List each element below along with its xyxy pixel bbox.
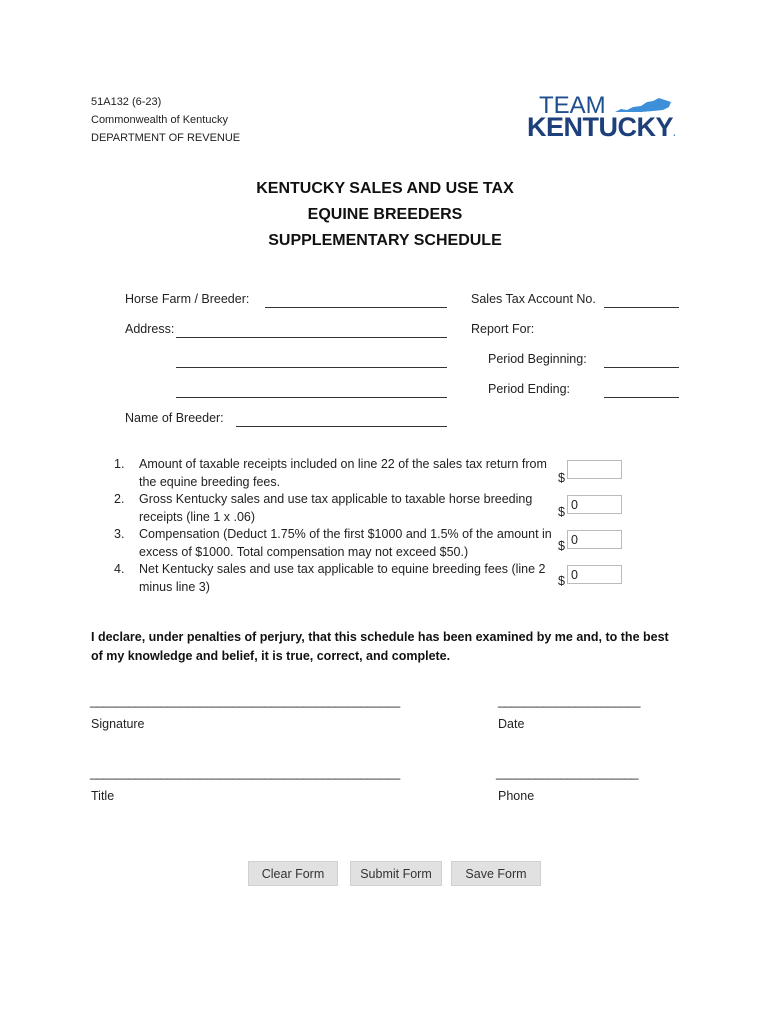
address-field-3[interactable] xyxy=(176,397,447,398)
date-label: Date xyxy=(498,717,525,731)
item-text: Gross Kentucky sales and use tax applicable to taxable horse breeding receipts (line 1 x .06) xyxy=(139,492,533,524)
team-kentucky-logo xyxy=(525,92,685,142)
item-text: Compensation (Deduct 1.75% of the first $1000 and 1.5% of the amount in excess of $1000. Total compensation may not exceed $50.) xyxy=(139,527,552,559)
title-label: Title xyxy=(91,789,115,803)
period-ending-field[interactable] xyxy=(604,397,679,398)
line-1-amount-input[interactable] xyxy=(567,460,622,479)
clear-form-button[interactable]: Clear Form xyxy=(248,861,338,886)
list-item: 4. Net Kentucky sales and use tax applicable to equine breeding fees (line 2 minus line 3) xyxy=(114,562,546,594)
logo-kentucky-text: KENTUCKY. xyxy=(527,112,676,142)
report-for-label: Report For: xyxy=(471,322,535,336)
period-beginning-field[interactable] xyxy=(604,367,679,368)
list-item: 2. Gross Kentucky sales and use tax applicable to taxable horse breeding receipts (line 1 x .06) xyxy=(114,492,533,524)
address-field-2[interactable] xyxy=(176,367,447,368)
horse-farm-label: Horse Farm / Breeder: xyxy=(125,292,250,306)
item-text: Amount of taxable receipts included on line 22 of the sales tax return from the equine breeding fees. xyxy=(139,457,547,489)
period-beginning-label: Period Beginning: xyxy=(488,352,587,366)
title-line[interactable]: ________________________________________________ xyxy=(90,766,400,780)
title-line-1: KENTUCKY SALES AND USE TAX xyxy=(256,180,514,197)
address-label: Address: xyxy=(125,322,175,336)
signature-label: Signature xyxy=(91,717,145,731)
address-field-1[interactable] xyxy=(176,337,447,338)
perjury-declaration: I declare, under penalties of perjury, that this schedule has been examined by me and, to the best of my knowledge and belief, it is true, correct, and complete. xyxy=(91,630,669,663)
form-number: 51A132 (6-23) xyxy=(91,96,162,108)
dollar-sign: $ xyxy=(558,471,565,485)
period-ending-label: Period Ending: xyxy=(488,382,571,396)
sales-tax-account-field[interactable] xyxy=(604,307,679,308)
submit-form-button[interactable]: Submit Form xyxy=(350,861,442,886)
signature-line[interactable]: ________________________________________________ xyxy=(90,694,400,708)
schedule-items-list xyxy=(114,456,554,596)
item-text: Net Kentucky sales and use tax applicable to equine breeding fees (line 2 minus line 3) xyxy=(139,562,546,594)
commonwealth-label: Commonwealth of Kentucky xyxy=(91,114,228,126)
line-2-amount-input[interactable]: 0 xyxy=(567,495,622,514)
sales-tax-account-label: Sales Tax Account No. xyxy=(471,292,596,306)
name-of-breeder-label: Name of Breeder: xyxy=(125,411,224,425)
list-item: 1. Amount of taxable receipts included on line 22 of the sales tax return from the equine breeding fees. xyxy=(114,457,547,489)
department-label: DEPARTMENT OF REVENUE xyxy=(91,132,241,144)
dollar-sign: $ xyxy=(558,539,565,553)
form-header xyxy=(91,93,240,147)
line-4-amount-input[interactable]: 0 xyxy=(567,565,622,584)
date-line[interactable]: ______________________ xyxy=(498,694,640,708)
list-item: 3. Compensation (Deduct 1.75% of the first $1000 and 1.5% of the amount in excess of $1000. Total compensation may not exceed $50.) xyxy=(114,527,552,559)
dollar-sign: $ xyxy=(558,574,565,588)
title-line-3: SUPPLEMENTARY SCHEDULE xyxy=(268,232,502,249)
dollar-sign: $ xyxy=(558,505,565,519)
title-line-2: EQUINE BREEDERS xyxy=(307,206,463,223)
phone-line[interactable]: ______________________ xyxy=(496,766,638,780)
horse-farm-field[interactable] xyxy=(265,307,447,308)
line-3-amount-input[interactable]: 0 xyxy=(567,530,622,549)
logo-team-text: TEAM xyxy=(539,92,606,119)
phone-label: Phone xyxy=(498,789,535,803)
name-of-breeder-field[interactable] xyxy=(236,426,447,427)
save-form-button[interactable]: Save Form xyxy=(451,861,541,886)
